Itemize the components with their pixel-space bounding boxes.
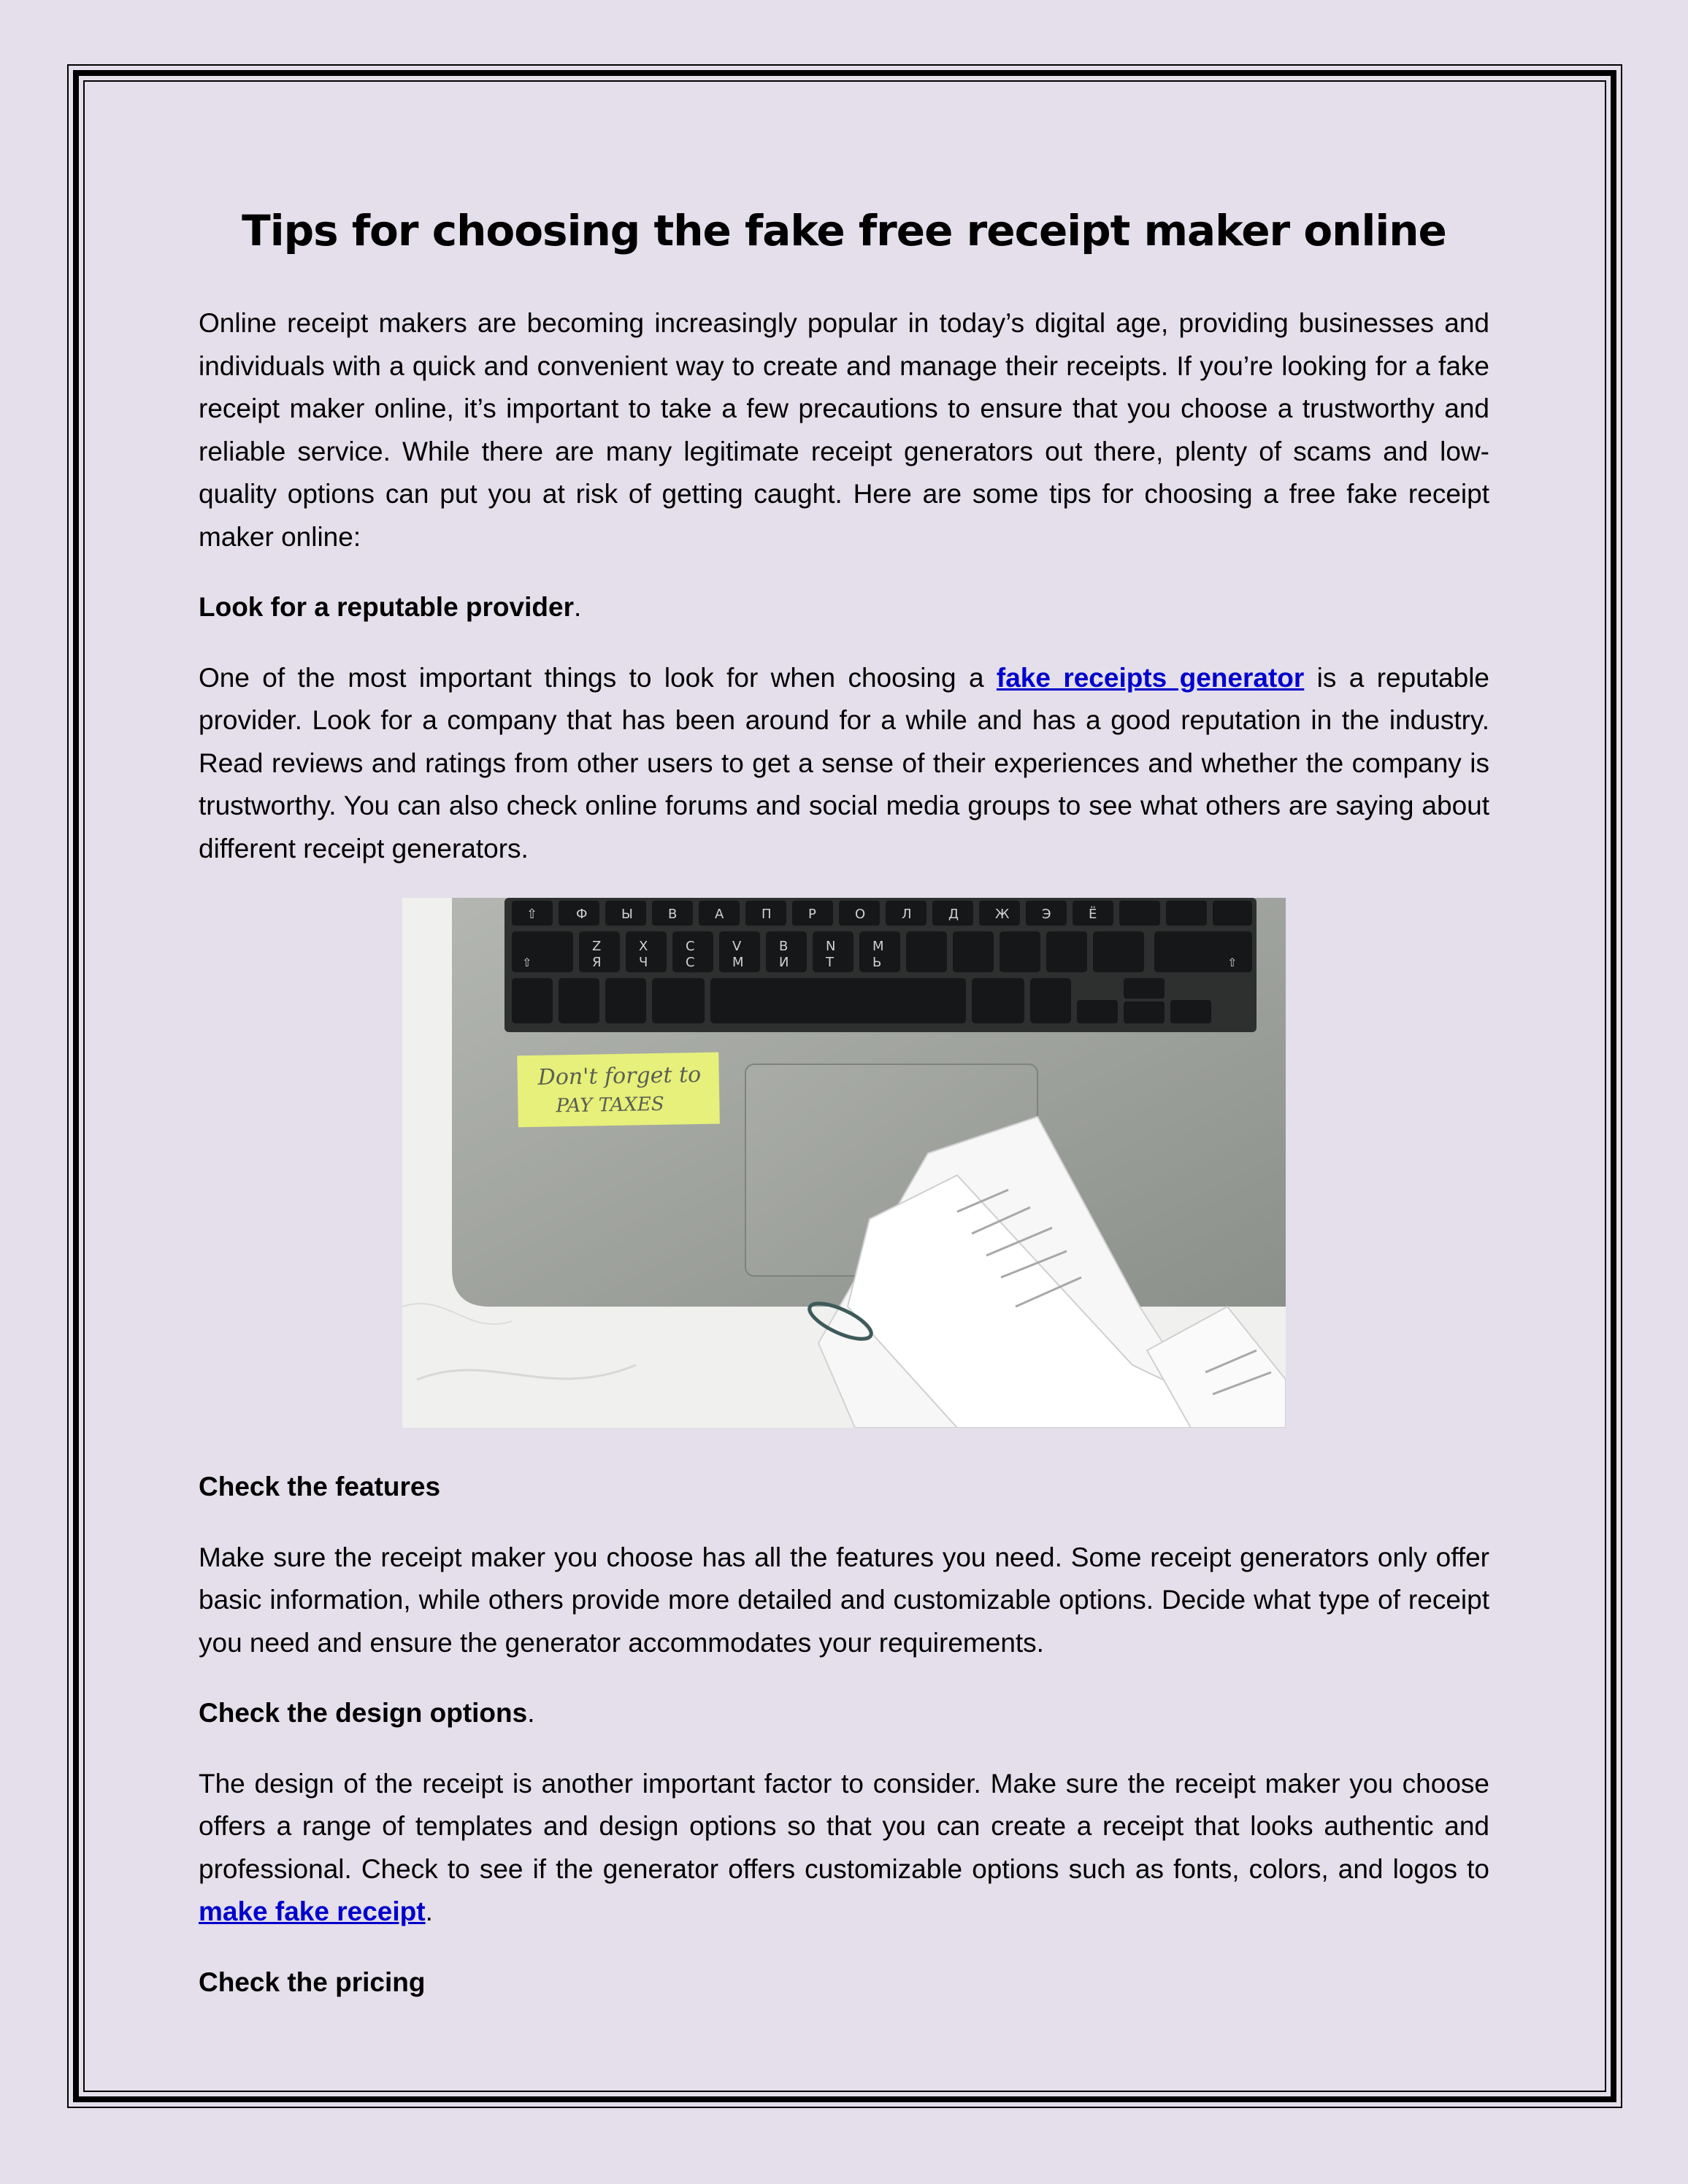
heading-suffix: . [573, 592, 582, 622]
laptop-receipts-photo [402, 898, 1286, 1428]
svg-text:C: C [686, 939, 695, 954]
section-heading-design-options [199, 1692, 1489, 1735]
svg-text:B: B [779, 939, 789, 954]
svg-text:Ф: Ф [576, 907, 588, 922]
svg-text:Я: Я [592, 955, 602, 970]
photo-illustration [402, 898, 1286, 1428]
svg-text:Р: Р [808, 907, 816, 922]
svg-text:⇧: ⇧ [526, 907, 538, 922]
paragraph-text-after: . [425, 1896, 433, 1926]
svg-text:Ь: Ь [872, 955, 882, 970]
fake-receipts-generator-link[interactable]: fake receipts generator [996, 662, 1305, 693]
heading-text: Check the pricing [199, 1966, 426, 1997]
svg-text:Ч: Ч [639, 955, 648, 970]
sticky-note-line1: Don't forget to [537, 1061, 702, 1091]
svg-text:С: С [686, 955, 695, 970]
paragraph-text-before: One of the most important things to look for when choosing a [199, 662, 997, 693]
svg-text:M: M [872, 939, 884, 954]
document-content [199, 196, 1489, 2031]
page-title: Tips for choosing the fake free receipt maker online [242, 206, 1446, 255]
svg-text:И: И [779, 955, 789, 970]
sticky-note-line2: PAY TAXES [556, 1093, 664, 1118]
svg-text:Т: Т [826, 955, 834, 970]
svg-text:N: N [826, 939, 836, 954]
section-paragraph-reputable-provider [199, 657, 1489, 871]
section-heading-features [199, 1466, 1489, 1509]
svg-text:Ы: Ы [621, 907, 633, 922]
svg-text:Ё: Ё [1089, 907, 1097, 922]
section-heading-reputable-provider [199, 586, 1489, 629]
svg-text:X: X [639, 939, 648, 954]
make-fake-receipt-link[interactable]: make fake receipt [199, 1896, 426, 1926]
svg-text:П: П [761, 907, 772, 922]
svg-text:Э: Э [1042, 907, 1051, 922]
heading-text: Look for a reputable provider [199, 592, 574, 622]
heading-suffix: . [527, 1698, 535, 1728]
svg-text:А: А [715, 907, 724, 922]
paragraph-text-before: The design of the receipt is another important factor to consider. Make sure the receipt maker you choose offers a range of templates and design options so that you can create a receipt that looks authentic and professional. Check to see if the generator offers customizable options such as fonts, colors, and logos to [199, 1768, 1489, 1884]
svg-text:Д: Д [948, 907, 959, 922]
svg-text:V: V [732, 939, 742, 954]
heading-text: Check the features [199, 1472, 441, 1502]
heading-text: Check the design options [199, 1698, 528, 1728]
section-paragraph-features: Make sure the receipt maker you choose has all the features you need. Some receipt generators only offer basic information, while others provide more detailed and customizable options. Decide what type of receipt you need and ensure the generator accommodates your requirements. [199, 1542, 1489, 1658]
svg-text:Л: Л [902, 907, 912, 922]
intro-paragraph: Online receipt makers are becoming increasingly popular in today’s digital age, providing businesses and individuals with a quick and convenient way to create and manage their receipts. If you’re looking for a fake receipt maker online, it’s important to take a few precautions to ensure that you choose a trustworthy and reliable service. While there are many legitimate receipt generators out there, plenty of scams and low-quality options can put you at risk of getting caught. Here are some tips for choosing a free fake receipt maker online: [199, 308, 1489, 552]
svg-text:Z: Z [592, 939, 602, 954]
svg-text:М: М [732, 955, 744, 970]
svg-text:⇧: ⇧ [522, 956, 532, 969]
svg-text:О: О [855, 907, 866, 922]
svg-text:Ж: Ж [995, 907, 1010, 922]
section-heading-pricing [199, 1961, 1489, 2004]
svg-text:В: В [668, 907, 678, 922]
section-paragraph-design-options [199, 1763, 1489, 1934]
paragraph-text-after: is a reputable provider. Look for a company that has been around for a while and has a good reputation in the industry. Read reviews and ratings from other users to get a sense of their experiences and whether the company is trustworthy. You can also check online forums and social media groups to see what others are saying about different receipt generators. [199, 662, 1489, 864]
svg-text:⇧: ⇧ [1227, 956, 1238, 969]
